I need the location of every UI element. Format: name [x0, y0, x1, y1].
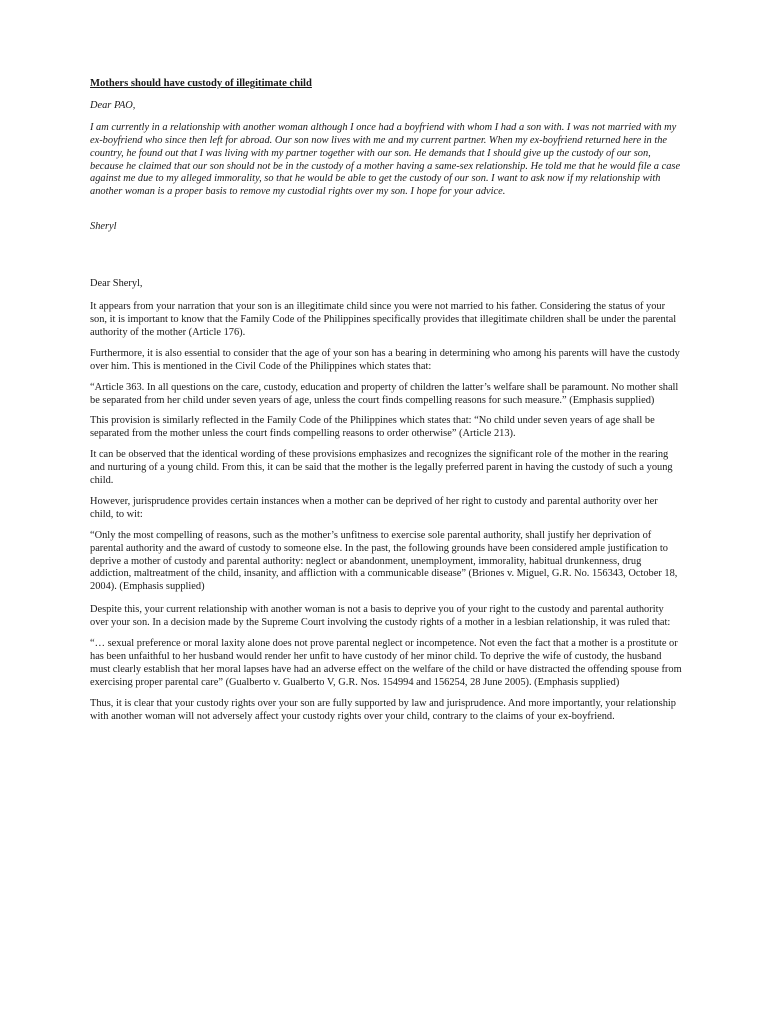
reply-section [90, 278, 682, 723]
reply-paragraph: However, jurisprudence provides certain instances when a mother can be deprived of her right to custody and parental authority over her child, to wit: [90, 495, 658, 520]
reply-quote: “Article 363. In all questions on the care, custody, education and property of children the latter’s welfare shall be paramount. No mother shall be separated from her child under seven years of age, unless the court finds compelling reasons for such measure.” (Emphasis supplied) [90, 381, 679, 406]
reply-paragraph: It appears from your narration that your son is an illegitimate child since you were not married to his father. Considering the status of your son, it is important to know that the Family Code of the Philippines specifically provides that illegitimate children shall be under the parental authority of the mother (Article 176). [90, 301, 677, 338]
letter-signature: Sheryl [90, 221, 117, 233]
reply-quote: “Only the most compelling of reasons, such as the mother’s unfitness to exercise sole parental authority, shall justify her deprivation of parental authority and the award of custody to someone else. In the past, the following grounds have been considered ample justification to deprive a mother of custody and parental authority: neglect or abandonment, unemployment, immorality, habitual drunkenness, drug addiction, maltreatment of the child, insanity, and affliction with a communicable disease” (Briones v. Miguel, G.R. No. 156343, October 18, 2004). (Emphasis supplied) [90, 529, 678, 593]
document-title: Mothers should have custody of illegitimate child [90, 78, 312, 89]
reply-paragraph: Despite this, your current relationship with another woman is not a basis to deprive you of your right to the custody and parental authority over your son. In a decision made by the Supreme Court involving the custody rights of a mother in a lesbian relationship, it was ruled that: [90, 604, 671, 629]
reply-paragraph: It can be observed that the identical wording of these provisions emphasizes and recognizes the significant role of the mother in the rearing and nurturing of a young child. From this, it can be said that the mother is the legally preferred parent in having the custody of such a young child. [90, 449, 673, 487]
letter-salutation: Dear PAO, [90, 99, 136, 111]
reply-paragraph: Furthermore, it is also essential to consider that the age of your son has a bearing in determining who among his parents will have the custody over him. This is mentioned in the Civil Code of the Philippines which states that: [90, 347, 680, 372]
reply-paragraph: This provision is similarly reflected in the Family Code of the Philippines which states that: “No child under seven years of age shall be separated from the mother unless the court finds compelling reasons to order otherwise” (Article 213). [90, 415, 655, 440]
reply-paragraph: Thus, it is clear that your custody rights over your son are fully supported by law and jurisprudence. And more importantly, your relationship with another woman will not adversely affect your custody rights over your child, contrary to the claims of your ex-boyfriend. [90, 697, 676, 722]
reader-letter [90, 100, 682, 234]
reply-quote: “… sexual preference or moral laxity alone does not prove parental neglect or incompetence. Not even the fact that a mother is a prostitute or has been unfaithful to her husband would render her unfit to have custody of her minor child. To deprive the wife of custody, the husband must clearly establish that her moral lapses have had an adverse effect on the welfare of the child or have distracted the offending spouse from exercising proper parental care” (Gualberto v. Gualberto V, G.R. Nos. 154994 and 156254, 28 June 2005). (Emphasis supplied) [90, 638, 682, 688]
reply-salutation: Dear Sheryl, [90, 278, 143, 290]
letter-body: I am currently in a relationship with another woman although I once had a boyfriend with whom I had a son with. I was not married with my ex-boyfriend who since then left for abroad. Our son now lives with me and my current partner. When my ex-boyfriend returned here in the country, he found out that I was living with my partner together with our son. He demands that I should give up the custody of our son, because he claimed that our son should not be in the custody of a mother having a same-sex relationship. He told me that he would file a case against me due to my alleged immorality, so that he would be able to get the custody of our son. I want to ask now if my relationship with another woman is a proper basis to remove my custodial rights over my son. I hope for your advice. [90, 121, 681, 198]
